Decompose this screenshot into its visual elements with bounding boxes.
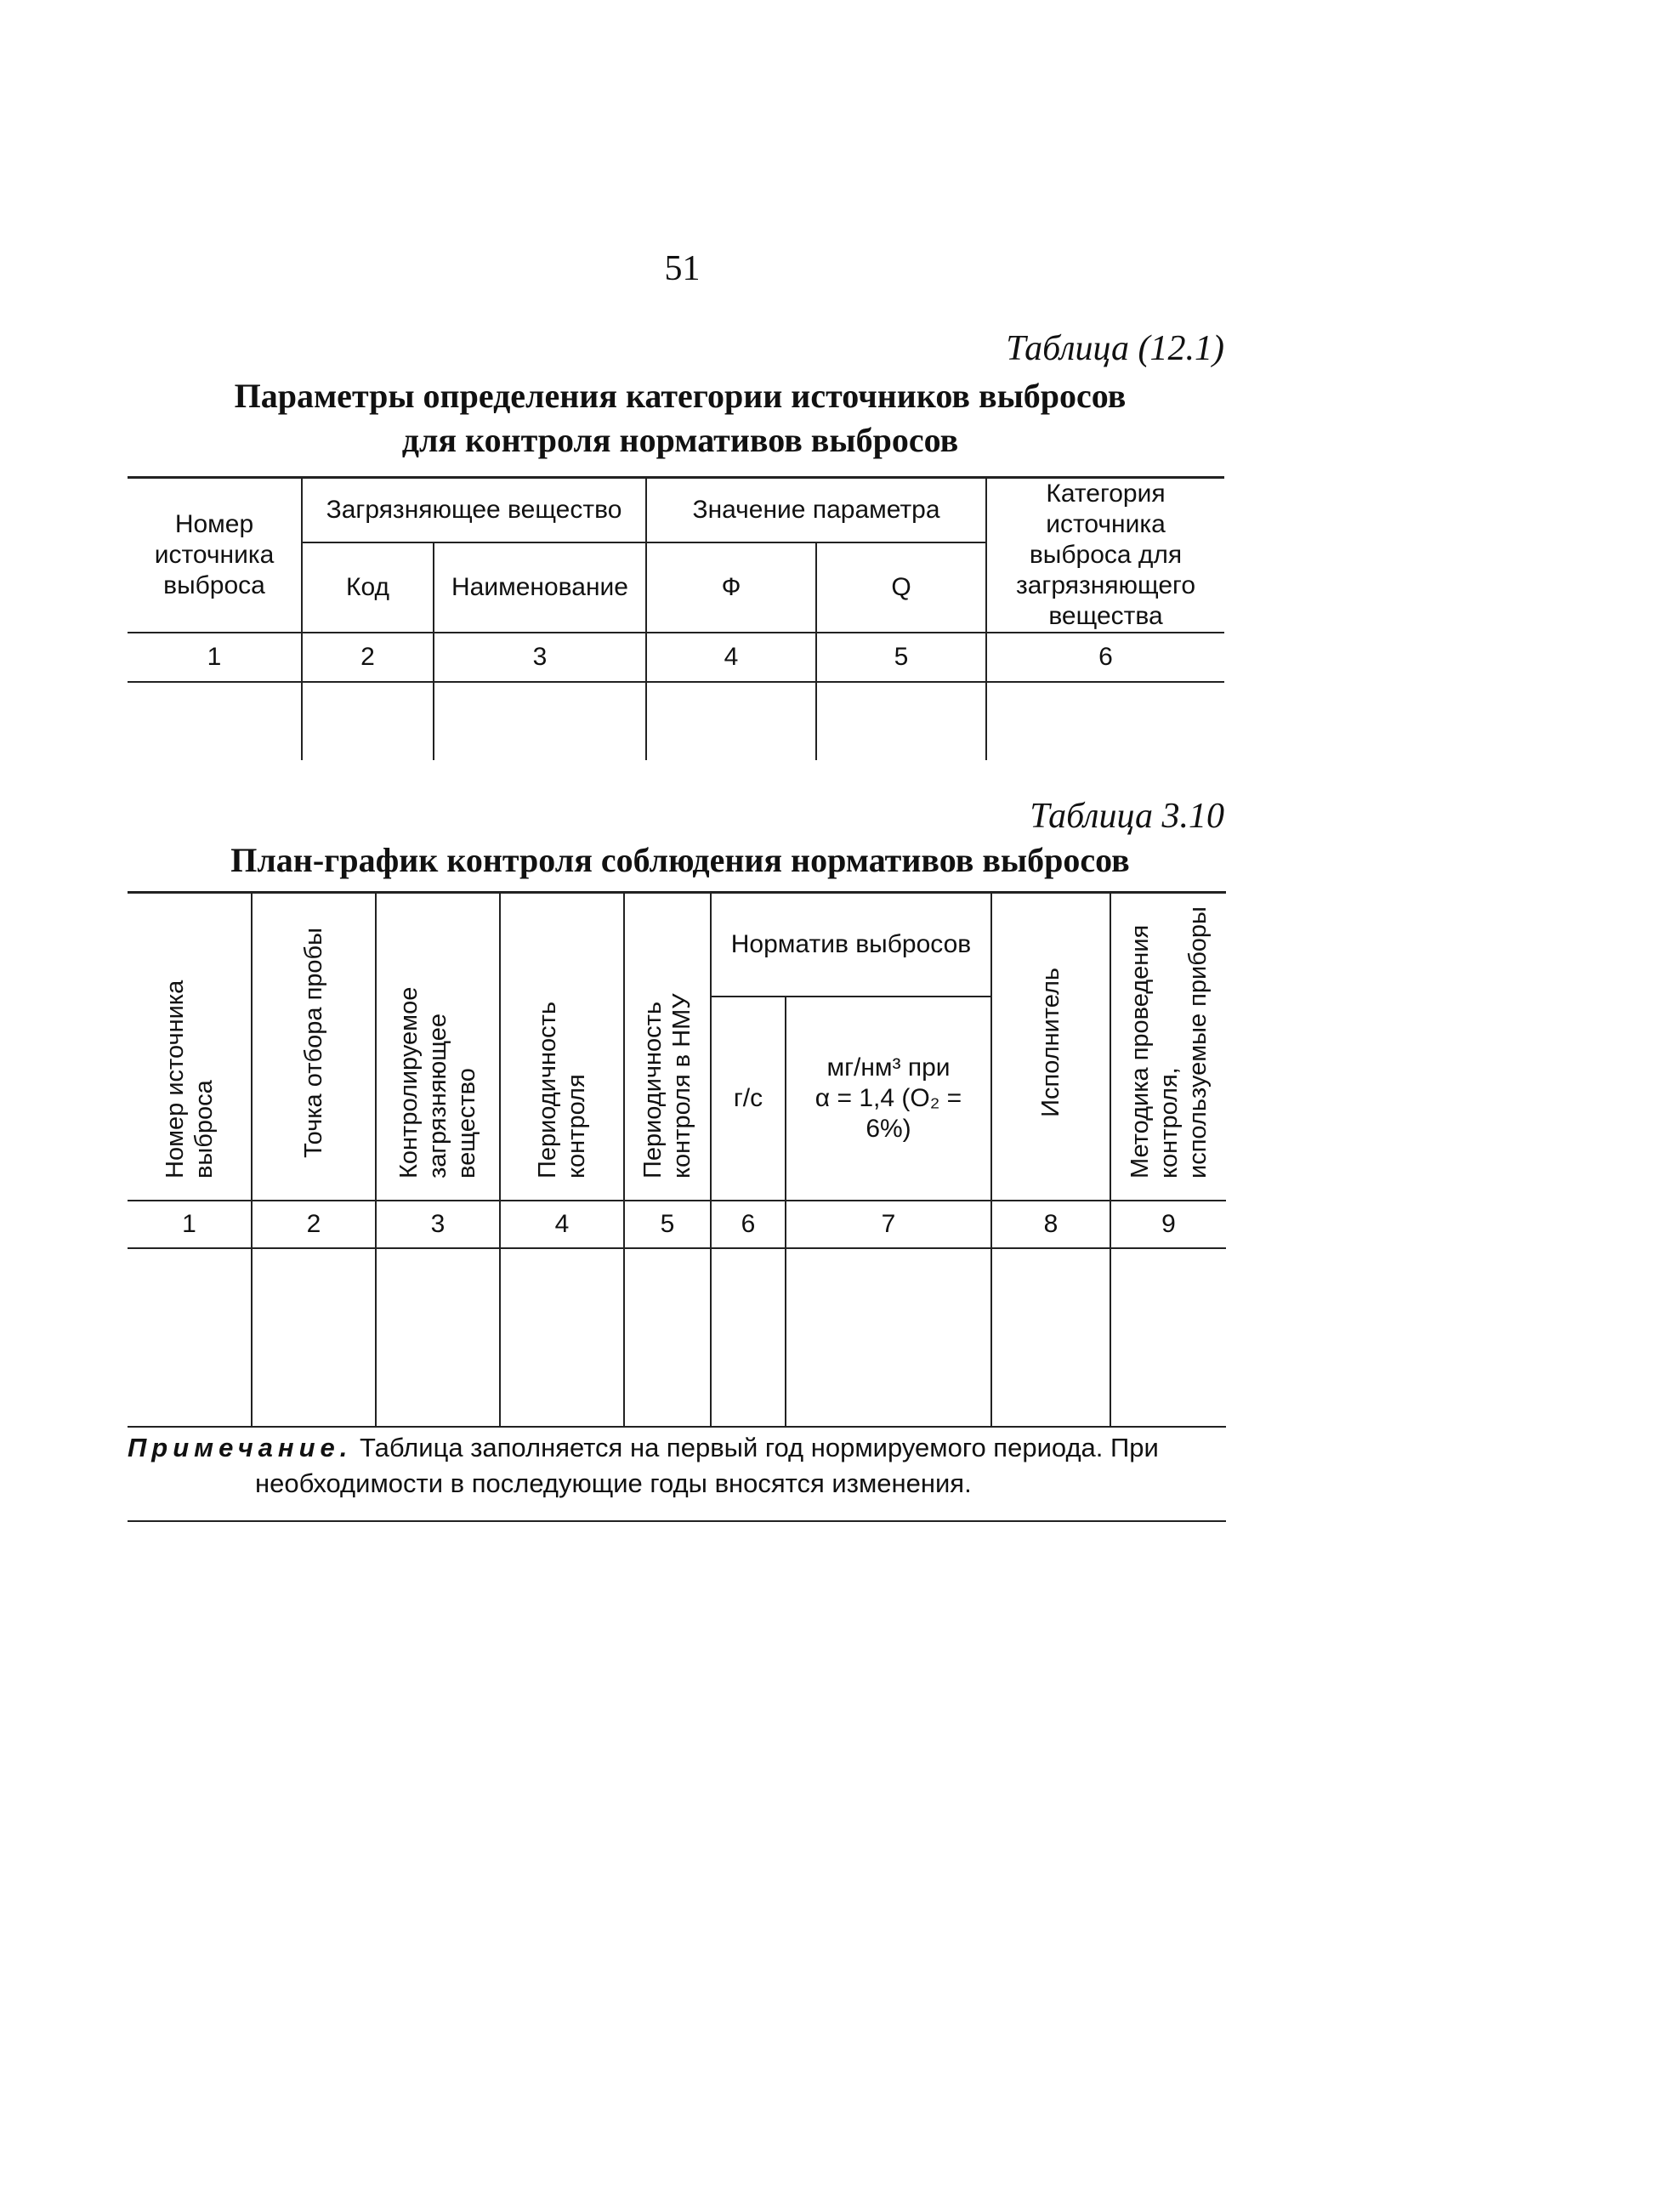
empty-cell	[786, 1248, 991, 1427]
column-number: 3	[376, 1201, 500, 1248]
header-mg-line1: мг/нм³ при	[826, 1053, 951, 1082]
header-param-value: Значение параметра	[646, 478, 986, 542]
emission-category-table	[128, 476, 1224, 760]
empty-cell	[986, 682, 1224, 760]
header-emission-standard: Норматив выбросов	[711, 893, 991, 997]
column-number: 6	[711, 1201, 786, 1248]
empty-cell	[646, 682, 816, 760]
header-sampling-point: Точка отбора пробы	[300, 927, 327, 1158]
empty-cell	[376, 1248, 500, 1427]
column-number: 1	[128, 1201, 252, 1248]
column-number: 3	[434, 633, 646, 682]
header-source-number-cell	[128, 893, 252, 1201]
column-number: 2	[252, 1201, 376, 1248]
header-name: Наименование	[434, 542, 646, 633]
header-mg-line2: α = 1,4 (O₂ = 6%)	[814, 1083, 962, 1143]
empty-cell	[1110, 1248, 1226, 1427]
column-number: 1	[128, 633, 302, 682]
empty-cell	[500, 1248, 624, 1427]
column-number: 4	[646, 633, 816, 682]
header-category: Категория источника выброса для загрязняющего вещества	[986, 478, 1224, 633]
header-periodicity-nmu-cell	[624, 893, 711, 1201]
table1-title	[128, 374, 1233, 463]
header-source-number: Номер источника выброса	[128, 478, 302, 633]
column-number: 5	[624, 1201, 711, 1248]
empty-cell	[816, 682, 986, 760]
table2-title: План-график контроля соблюдения нормативов выбросов	[230, 841, 1130, 879]
table1-label: Таблица (12.1)	[1006, 329, 1224, 368]
empty-cell	[302, 682, 434, 760]
header-executor-cell	[991, 893, 1110, 1201]
note-head: Примечание.	[128, 1433, 353, 1462]
empty-cell	[128, 1248, 252, 1427]
table1-title-line1: Параметры определения категории источников выбросов	[234, 377, 1127, 415]
header-periodicity-cell	[500, 893, 624, 1201]
header-sampling-point-cell	[252, 893, 376, 1201]
header-controlled-pollutant-cell	[376, 893, 500, 1201]
header-executor: Исполнитель	[1037, 968, 1064, 1118]
header-methodology-cell	[1110, 893, 1226, 1201]
header-methodology: Методика проведения контроля, используемые приборы	[1126, 906, 1212, 1179]
column-number: 6	[986, 633, 1224, 682]
empty-cell	[252, 1248, 376, 1427]
note-line2: необходимости в последующие годы вносятся изменения.	[255, 1468, 972, 1498]
column-number: 8	[991, 1201, 1110, 1248]
header-code: Код	[302, 542, 434, 633]
header-mg-cell	[786, 997, 991, 1201]
header-periodicity: Периодичность контроля	[534, 1002, 590, 1179]
empty-cell	[128, 682, 302, 760]
column-number: 4	[500, 1201, 624, 1248]
column-number: 5	[816, 633, 986, 682]
table-note	[128, 1430, 1226, 1522]
column-number: 7	[786, 1201, 991, 1248]
header-gs: г/с	[711, 997, 786, 1201]
emission-control-schedule-table	[128, 891, 1226, 1428]
empty-cell	[434, 682, 646, 760]
header-controlled-pollutant: Контролируемое загрязняющее вещество	[395, 986, 480, 1179]
header-pollutant: Загрязняющее вещество	[302, 478, 646, 542]
page-number: 51	[664, 249, 701, 288]
table2-label: Таблица 3.10	[1030, 797, 1224, 836]
header-source-number: Номер источника выброса	[161, 980, 218, 1179]
header-q: Q	[816, 542, 986, 633]
header-phi: Ф	[646, 542, 816, 633]
empty-cell	[624, 1248, 711, 1427]
note-line1: Таблица заполняется на первый год нормируемого периода. При	[360, 1433, 1159, 1462]
header-periodicity-nmu: Периодичность контроля в НМУ	[639, 993, 695, 1179]
table1-title-line2: для контроля нормативов выбросов	[401, 421, 959, 459]
empty-cell	[711, 1248, 786, 1427]
column-number: 2	[302, 633, 434, 682]
column-number: 9	[1110, 1201, 1226, 1248]
empty-cell	[991, 1248, 1110, 1427]
